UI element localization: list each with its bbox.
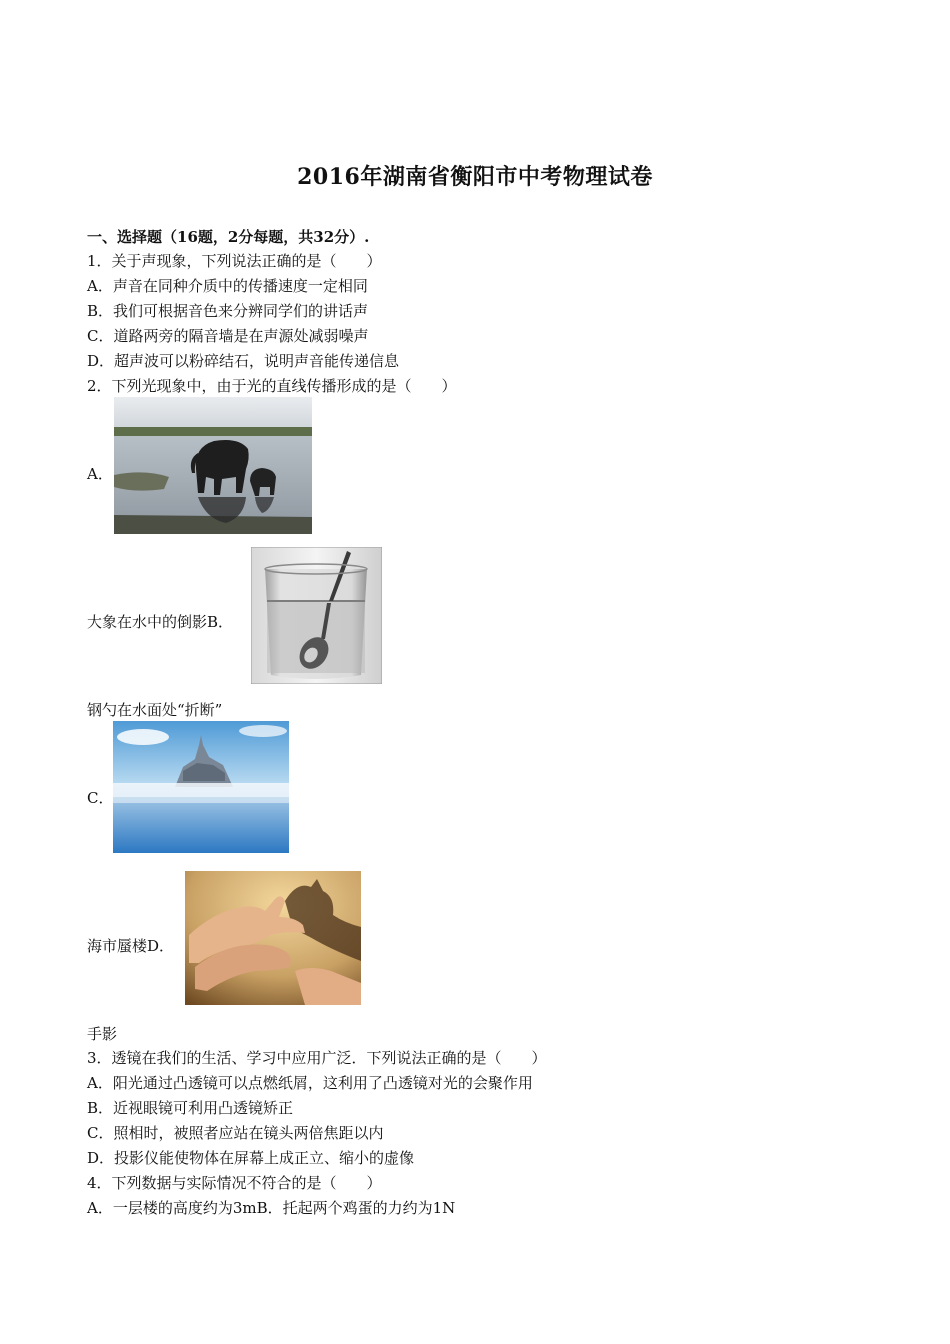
q3-option-d: D．投影仪能使物体在屏幕上成正立、缩小的虚像 xyxy=(87,1149,415,1167)
q3-option-c: C．照相时，被照者应站在镜头两倍焦距以内 xyxy=(87,1124,384,1142)
q3-option-a: A．阳光通过凸透镜可以点燃纸屑，这利用了凸透镜对光的会聚作用 xyxy=(87,1074,533,1092)
q2-option-a-label: A． xyxy=(87,465,113,483)
q1-option-d: D．超声波可以粉碎结石，说明声音能传递信息 xyxy=(87,352,400,370)
q2-option-c-caption: 海市蜃楼D． xyxy=(87,937,175,955)
q3-option-b: B．近视眼镜可利用凸透镜矫正 xyxy=(87,1099,294,1117)
q2-stem: 2．下列光现象中，由于光的直线传播形成的是（ ） xyxy=(87,377,457,395)
q2-option-d-caption: 手影 xyxy=(87,1025,118,1043)
elephant-reflection-image xyxy=(114,397,312,534)
mirage-castle-image xyxy=(113,721,289,853)
q2-option-c-label: C． xyxy=(87,789,114,807)
q4-option-ab: A．一层楼的高度约为3mB．托起两个鸡蛋的力约为1N xyxy=(87,1199,456,1217)
q1-option-c: C．道路两旁的隔音墙是在声源处减弱噪声 xyxy=(87,327,369,345)
spoon-in-glass-image xyxy=(251,547,382,684)
section-heading: 一、选择题（16题，2分每题，共32分）. xyxy=(87,228,370,246)
hand-shadow-image xyxy=(185,871,361,1005)
page-title: 2016年湖南省衡阳市中考物理试卷 xyxy=(297,164,653,190)
q2-option-b-caption: 钢勺在水面处“折断” xyxy=(87,701,223,719)
q1-option-a: A．声音在同种介质中的传播速度一定相同 xyxy=(87,277,368,295)
q1-stem: 1．关于声现象，下列说法正确的是（ ） xyxy=(87,252,382,270)
q4-stem: 4．下列数据与实际情况不符合的是（ ） xyxy=(87,1174,382,1192)
q1-option-b: B．我们可根据音色来分辨同学们的讲话声 xyxy=(87,302,369,320)
q3-stem: 3．透镜在我们的生活、学习中应用广泛．下列说法正确的是（ ） xyxy=(87,1049,547,1067)
q2-option-a-caption: 大象在水中的倒影B． xyxy=(87,613,234,631)
